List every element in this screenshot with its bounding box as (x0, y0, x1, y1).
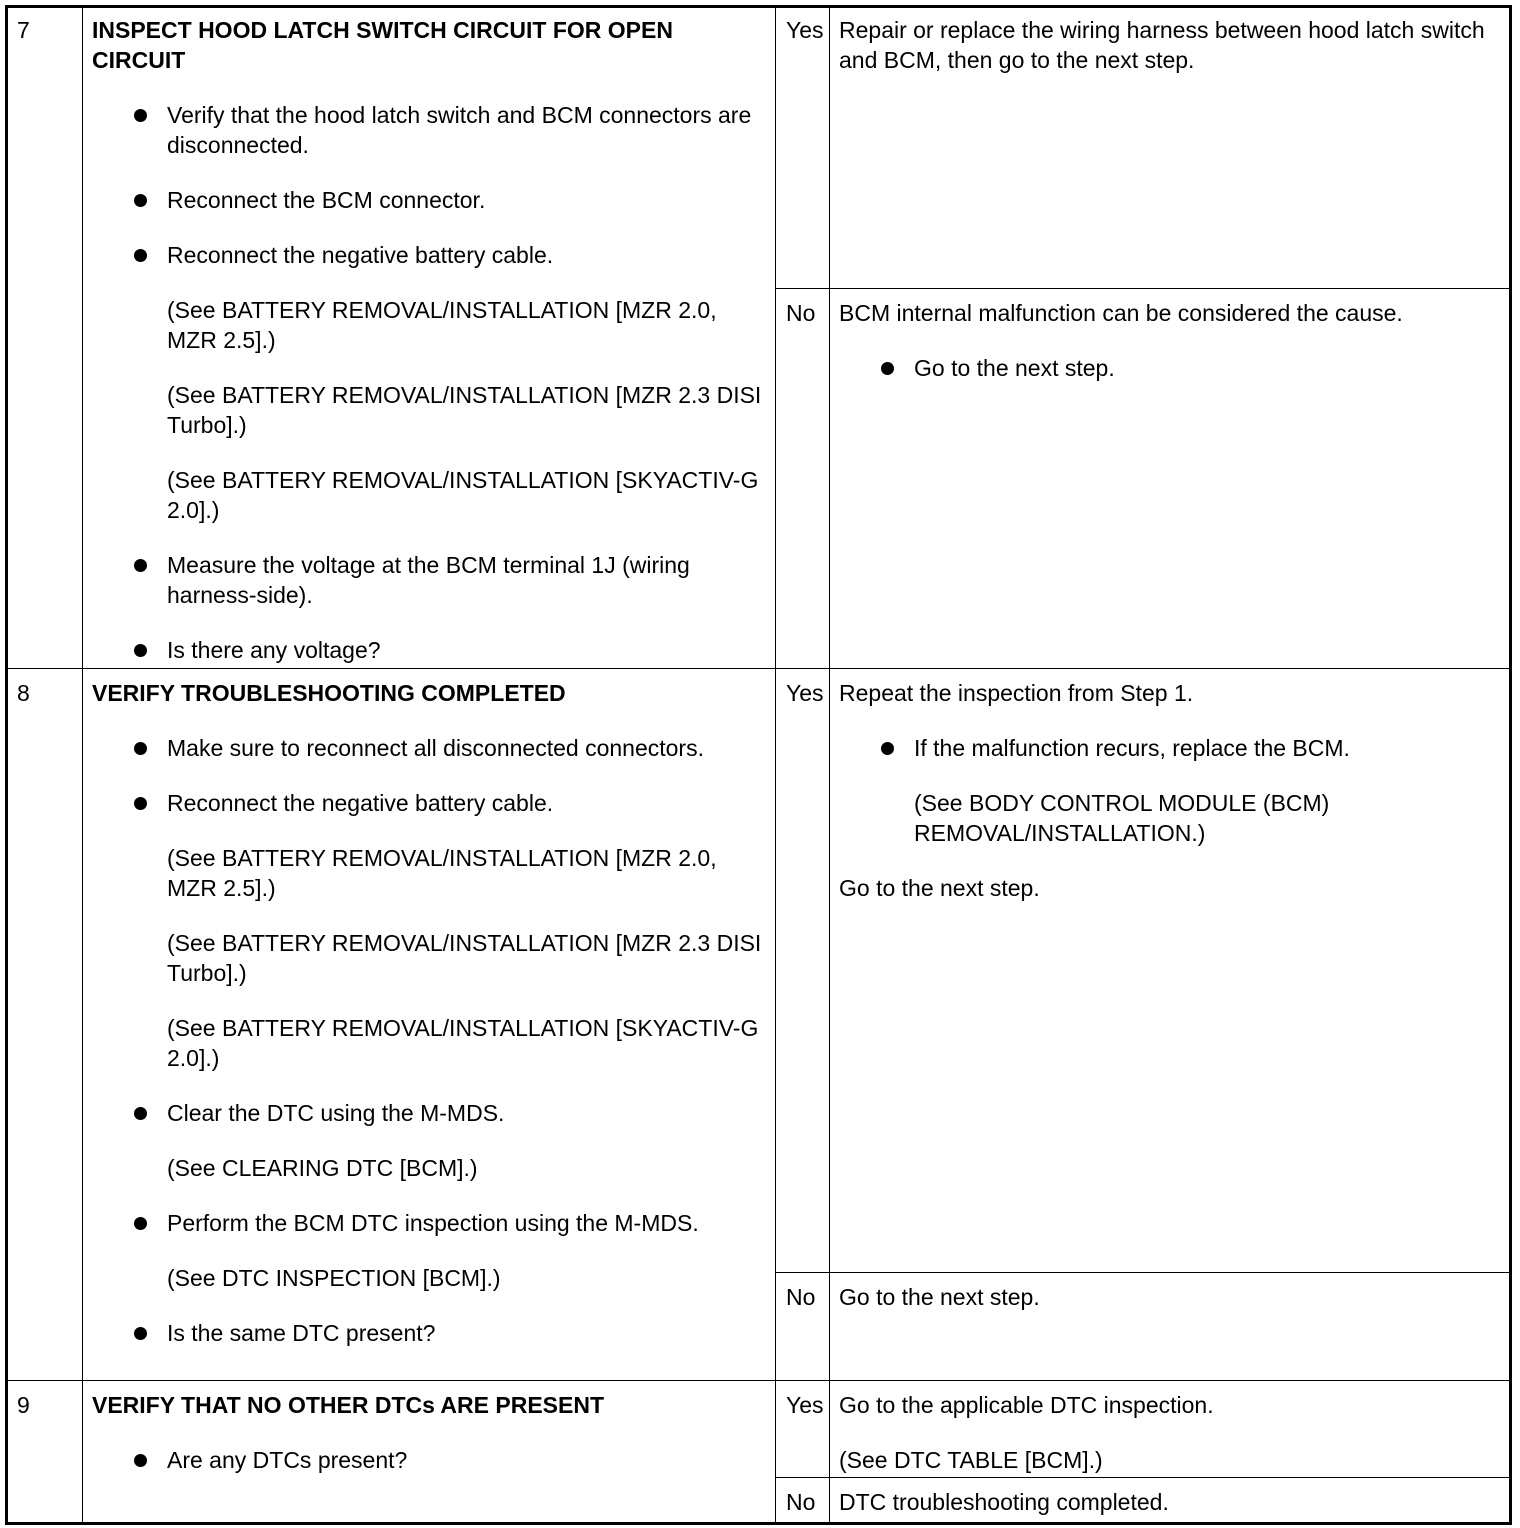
bullet-icon (134, 1454, 147, 1467)
row-divider (8, 668, 1509, 669)
list-item: Verify that the hood latch switch and BCM connectors are disconnected. (92, 100, 772, 160)
reference-text: (See CLEARING DTC [BCM].) (167, 1155, 478, 1181)
yes-no-divider (775, 1477, 1509, 1478)
step-8-body (92, 678, 772, 1348)
no-action: Go to the next step. (839, 1284, 1040, 1310)
step-number: 7 (17, 17, 30, 43)
no-action: BCM internal malfunction can be considered the cause. Go to the next step. (839, 298, 1504, 383)
step-title: INSPECT HOOD LATCH SWITCH CIRCUIT FOR OPEN CIRCUIT (92, 17, 673, 73)
list-item: Measure the voltage at the BCM terminal 1J (wiring harness-side). (92, 550, 772, 610)
step-9-body (92, 1390, 772, 1475)
bullet-icon (134, 109, 147, 122)
answer-yes: Yes (786, 17, 824, 43)
list-item: Reconnect the negative battery cable. (92, 240, 772, 270)
answer-yes: Yes (786, 680, 824, 706)
bullet-icon (134, 742, 147, 755)
bullet-icon (134, 797, 147, 810)
step-7-body (92, 15, 772, 665)
yes-action: Repair or replace the wiring harness between hood latch switch and BCM, then go to the next step. (839, 17, 1485, 73)
row-divider (8, 1380, 1509, 1381)
reference-text: (See BATTERY REMOVAL/INSTALLATION [MZR 2.3 DISI Turbo].) (167, 930, 762, 986)
step-number: 9 (17, 1392, 30, 1418)
bullet-icon (134, 1107, 147, 1120)
yes-action: Go to the applicable DTC inspection. (See DTC TABLE [BCM].) (839, 1390, 1504, 1475)
answer-no: No (786, 300, 816, 326)
step-number: 8 (17, 680, 30, 706)
answer-no: No (786, 1489, 816, 1515)
bullet-icon (134, 644, 147, 657)
bullet-icon (134, 559, 147, 572)
list-item: Are any DTCs present? (92, 1445, 772, 1475)
column-divider (82, 8, 83, 1522)
step-title: VERIFY TROUBLESHOOTING COMPLETED (92, 680, 566, 706)
bullet-icon (134, 1217, 147, 1230)
list-item: If the malfunction recurs, replace the BCM. (839, 733, 1504, 763)
yes-no-divider (775, 1272, 1509, 1273)
no-action: DTC troubleshooting completed. (839, 1489, 1169, 1515)
list-item: Reconnect the negative battery cable. (92, 788, 772, 818)
step-title: VERIFY THAT NO OTHER DTCs ARE PRESENT (92, 1392, 605, 1418)
list-item: Is the same DTC present? (92, 1318, 772, 1348)
reference-text: (See DTC TABLE [BCM].) (839, 1447, 1103, 1473)
column-divider (775, 8, 776, 1522)
reference-text: (See DTC INSPECTION [BCM].) (167, 1265, 501, 1291)
reference-text: (See BATTERY REMOVAL/INSTALLATION [MZR 2.0, MZR 2.5].) (167, 297, 717, 353)
list-item: Clear the DTC using the M-MDS. (92, 1098, 772, 1128)
answer-no: No (786, 1284, 816, 1310)
list-item: Reconnect the BCM connector. (92, 185, 772, 215)
bullet-icon (881, 742, 894, 755)
bullet-icon (134, 1327, 147, 1340)
yes-no-divider (775, 288, 1509, 289)
list-item: Is there any voltage? (92, 635, 772, 665)
answer-yes: Yes (786, 1392, 824, 1418)
reference-text: (See BATTERY REMOVAL/INSTALLATION [MZR 2.0, MZR 2.5].) (167, 845, 717, 901)
reference-text: (See BATTERY REMOVAL/INSTALLATION [MZR 2.3 DISI Turbo].) (167, 382, 762, 438)
bullet-icon (134, 249, 147, 262)
list-item: Perform the BCM DTC inspection using the M-MDS. (92, 1208, 772, 1238)
list-item: Make sure to reconnect all disconnected connectors. (92, 733, 772, 763)
reference-text: (See BATTERY REMOVAL/INSTALLATION [SKYACTIV-G 2.0].) (167, 1015, 759, 1071)
yes-action: Repeat the inspection from Step 1. If the malfunction recurs, replace the BCM. (See BODY CONTROL MODULE (BCM) REMOVAL/INSTALLATION.) Go to the next step. (839, 678, 1504, 903)
reference-text: (See BATTERY REMOVAL/INSTALLATION [SKYACTIV-G 2.0].) (167, 467, 759, 523)
reference-text: (See BODY CONTROL MODULE (BCM) REMOVAL/INSTALLATION.) (914, 790, 1330, 846)
bullet-icon (134, 194, 147, 207)
troubleshooting-table (5, 5, 1512, 1525)
list-item: Go to the next step. (839, 353, 1504, 383)
bullet-icon (881, 362, 894, 375)
